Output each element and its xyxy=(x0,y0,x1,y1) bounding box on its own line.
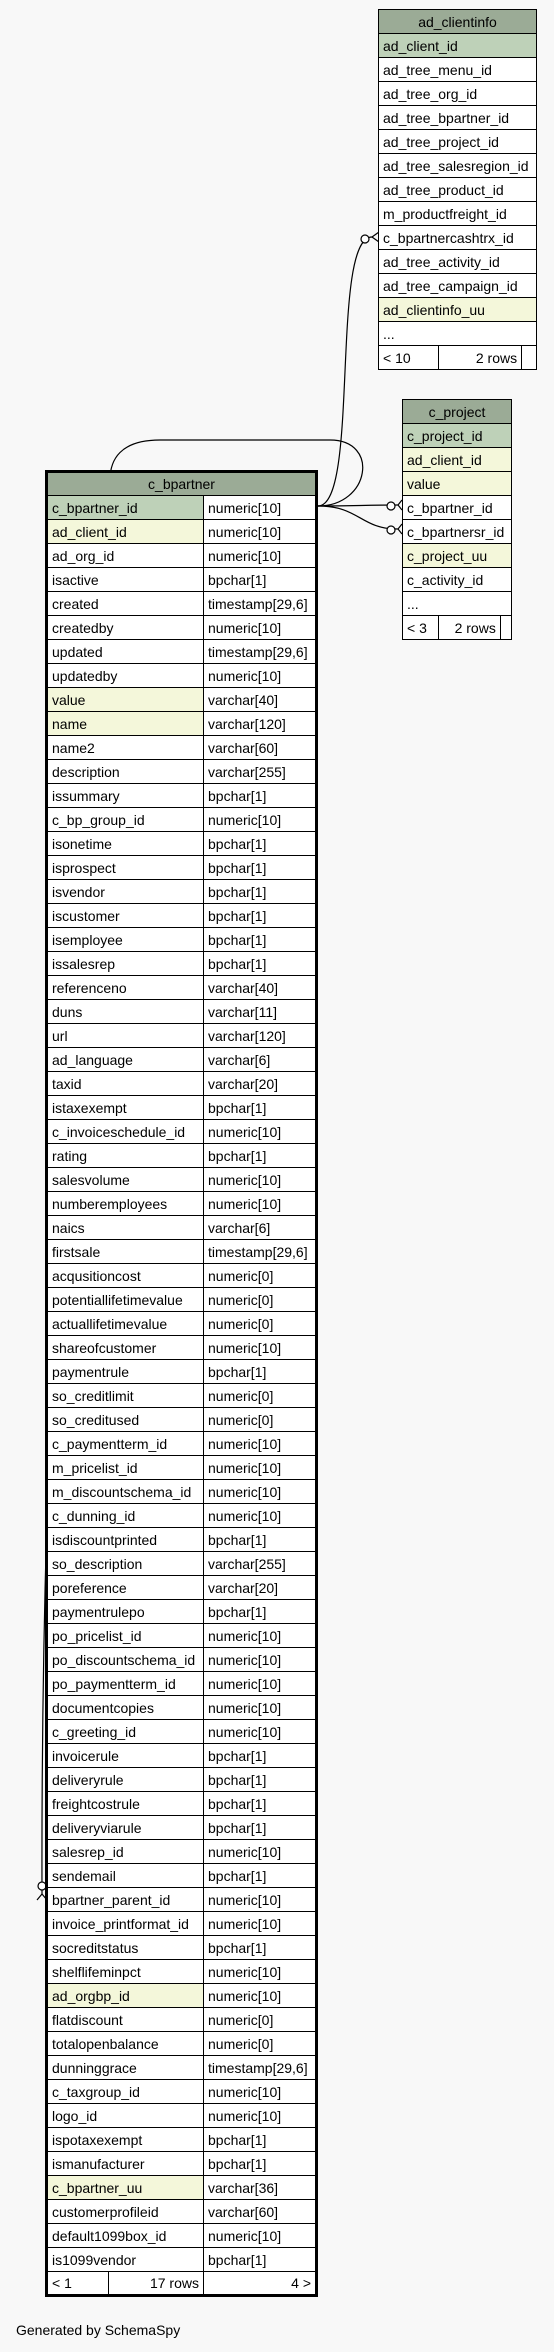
table-row[interactable] xyxy=(47,1624,317,1648)
column-type: bpchar[1] xyxy=(204,1096,317,1120)
table-row[interactable] xyxy=(47,1792,317,1816)
column-name[interactable]: c_bpartnersr_id xyxy=(403,520,512,544)
table-row[interactable] xyxy=(403,448,512,472)
table-row[interactable] xyxy=(47,952,317,976)
column-type: numeric[0] xyxy=(204,1408,317,1432)
column-type: bpchar[1] xyxy=(204,1768,317,1792)
children-link[interactable] xyxy=(522,346,537,370)
column-type: bpchar[1] xyxy=(204,1144,317,1168)
column-name[interactable]: ad_orgbp_id xyxy=(47,1984,204,2008)
table-c-project[interactable] xyxy=(402,399,512,640)
table-row[interactable] xyxy=(47,544,317,568)
column-name[interactable]: c_taxgroup_id xyxy=(47,2080,204,2104)
row-count: 2 rows xyxy=(438,616,500,640)
edge-end-circle xyxy=(387,502,395,510)
table-row[interactable] xyxy=(47,1936,317,1960)
column-type: bpchar[1] xyxy=(204,1864,317,1888)
column-name[interactable]: c_paymentterm_id xyxy=(47,1432,204,1456)
table-row[interactable] xyxy=(47,736,317,760)
table-ad-clientinfo[interactable] xyxy=(378,9,537,370)
column-type: bpchar[1] xyxy=(204,832,317,856)
table-row[interactable] xyxy=(47,1216,317,1240)
column-type: numeric[10] xyxy=(204,1960,317,1984)
column-type: varchar[20] xyxy=(204,1576,317,1600)
table-footer-row xyxy=(403,616,512,640)
column-type: timestamp[29,6] xyxy=(204,2056,317,2080)
column-type: bpchar[1] xyxy=(204,928,317,952)
column-name[interactable]: ad_tree_salesregion_id xyxy=(379,154,537,178)
table-row[interactable] xyxy=(47,1576,317,1600)
column-name[interactable]: so_creditused xyxy=(47,1408,204,1432)
footer-divider xyxy=(108,2272,109,2294)
table-row[interactable] xyxy=(379,130,537,154)
column-name[interactable]: description xyxy=(47,760,204,784)
column-type: numeric[0] xyxy=(204,1312,317,1336)
table-row[interactable] xyxy=(47,1120,317,1144)
column-name[interactable]: acqusitioncost xyxy=(47,1264,204,1288)
column-name[interactable]: value xyxy=(403,472,512,496)
column-name[interactable]: sendemail xyxy=(47,1864,204,1888)
column-name[interactable]: is1099vendor xyxy=(47,2248,204,2272)
table-row[interactable] xyxy=(47,664,317,688)
table-row[interactable] xyxy=(47,1768,317,1792)
edge-end-circle xyxy=(361,235,369,243)
table-row[interactable] xyxy=(47,712,317,736)
table-row[interactable] xyxy=(47,2056,317,2080)
column-type: varchar[120] xyxy=(204,1024,317,1048)
column-type: numeric[10] xyxy=(204,1120,317,1144)
column-type: numeric[0] xyxy=(204,2032,317,2056)
column-name[interactable]: m_productfreight_id xyxy=(379,202,537,226)
column-name[interactable]: istaxexempt xyxy=(47,1096,204,1120)
column-type: numeric[10] xyxy=(204,664,317,688)
column-name[interactable]: dunninggrace xyxy=(47,2056,204,2080)
column-type: bpchar[1] xyxy=(204,568,317,592)
table-header[interactable]: c_project xyxy=(403,400,512,424)
column-name[interactable]: m_pricelist_id xyxy=(47,1456,204,1480)
table-header[interactable]: ad_clientinfo xyxy=(379,10,537,34)
column-name[interactable]: ad_tree_org_id xyxy=(379,82,537,106)
footer-left xyxy=(47,2272,204,2296)
column-type: numeric[10] xyxy=(204,1840,317,1864)
column-type: numeric[10] xyxy=(204,1984,317,2008)
column-name[interactable]: createdby xyxy=(47,616,204,640)
table-row[interactable] xyxy=(47,880,317,904)
column-name[interactable]: value xyxy=(47,688,204,712)
column-name[interactable]: isprospect xyxy=(47,856,204,880)
table-row[interactable] xyxy=(47,1504,317,1528)
table-row[interactable] xyxy=(47,1168,317,1192)
table-row[interactable] xyxy=(47,1864,317,1888)
column-name[interactable]: invoice_printformat_id xyxy=(47,1912,204,1936)
column-type: bpchar[1] xyxy=(204,904,317,928)
table-row[interactable] xyxy=(47,2032,317,2056)
column-name[interactable]: deliveryviarule xyxy=(47,1816,204,1840)
parents-link[interactable]: < 1 xyxy=(52,2275,72,2291)
column-name[interactable]: ismanufacturer xyxy=(47,2152,204,2176)
table-row[interactable] xyxy=(47,2200,317,2224)
table-row[interactable] xyxy=(47,1240,317,1264)
column-name[interactable]: invoicerule xyxy=(47,1744,204,1768)
column-type: numeric[10] xyxy=(204,1888,317,1912)
table-row[interactable] xyxy=(47,976,317,1000)
column-name[interactable]: ad_tree_project_id xyxy=(379,130,537,154)
table-row[interactable] xyxy=(379,202,537,226)
generated-by-footer: Generated by SchemaSpy xyxy=(16,2322,181,2338)
column-name[interactable]: name2 xyxy=(47,736,204,760)
column-name[interactable]: shelflifeminpct xyxy=(47,1960,204,1984)
column-type: timestamp[29,6] xyxy=(204,1240,317,1264)
column-name[interactable]: documentcopies xyxy=(47,1696,204,1720)
column-name[interactable]: iscustomer xyxy=(47,904,204,928)
table-row[interactable] xyxy=(47,808,317,832)
table-row[interactable] xyxy=(47,568,317,592)
column-name[interactable]: c_bpartnercashtrx_id xyxy=(379,226,537,250)
column-name[interactable]: issummary xyxy=(47,784,204,808)
table-row[interactable] xyxy=(403,520,512,544)
column-name[interactable]: isonetime xyxy=(47,832,204,856)
column-type: varchar[6] xyxy=(204,1048,317,1072)
column-type: varchar[255] xyxy=(204,760,317,784)
column-type: numeric[10] xyxy=(204,1624,317,1648)
table-row[interactable] xyxy=(403,544,512,568)
column-type: varchar[60] xyxy=(204,2200,317,2224)
column-type: bpchar[1] xyxy=(204,1528,317,1552)
edge-project-bpartnersr xyxy=(318,506,398,529)
column-name[interactable]: m_discountschema_id xyxy=(47,1480,204,1504)
table-row[interactable] xyxy=(47,1528,317,1552)
column-type: bpchar[1] xyxy=(204,1360,317,1384)
column-type: bpchar[1] xyxy=(204,1816,317,1840)
column-type: varchar[6] xyxy=(204,1216,317,1240)
column-name[interactable]: c_bp_group_id xyxy=(47,808,204,832)
table-row[interactable] xyxy=(47,832,317,856)
table-row[interactable] xyxy=(47,1912,317,1936)
row-count: 2 rows xyxy=(439,346,522,370)
column-name[interactable]: c_project_uu xyxy=(403,544,512,568)
table-row[interactable] xyxy=(47,1000,317,1024)
column-type: numeric[10] xyxy=(204,1672,317,1696)
table-row[interactable] xyxy=(47,1960,317,1984)
column-name[interactable]: ad_tree_bpartner_id xyxy=(379,106,537,130)
column-name[interactable]: isvendor xyxy=(47,880,204,904)
children-link[interactable]: 4 > xyxy=(204,2272,317,2296)
column-type: numeric[0] xyxy=(204,1384,317,1408)
column-name[interactable]: c_bpartner_id xyxy=(403,496,512,520)
column-type: timestamp[29,6] xyxy=(204,640,317,664)
column-type: numeric[0] xyxy=(204,1288,317,1312)
table-row[interactable] xyxy=(47,1192,317,1216)
column-name[interactable]: poreference xyxy=(47,1576,204,1600)
table-row[interactable] xyxy=(379,82,537,106)
column-name[interactable]: ad_language xyxy=(47,1048,204,1072)
column-name[interactable]: naics xyxy=(47,1216,204,1240)
table-c-bpartner[interactable] xyxy=(45,470,318,2297)
table-row[interactable] xyxy=(47,640,317,664)
column-name[interactable]: ad_tree_campaign_id xyxy=(379,274,537,298)
column-name[interactable]: ad_client_id xyxy=(379,34,537,58)
column-type: numeric[10] xyxy=(204,1720,317,1744)
column-type: numeric[10] xyxy=(204,808,317,832)
column-type: numeric[10] xyxy=(204,2224,317,2248)
column-type: numeric[10] xyxy=(204,1456,317,1480)
column-type: numeric[10] xyxy=(204,1504,317,1528)
column-type: numeric[10] xyxy=(204,1192,317,1216)
column-name[interactable]: customerprofileid xyxy=(47,2200,204,2224)
column-name[interactable]: paymentrulepo xyxy=(47,1600,204,1624)
table-row[interactable] xyxy=(47,1384,317,1408)
column-type: numeric[10] xyxy=(204,1696,317,1720)
column-type: bpchar[1] xyxy=(204,1600,317,1624)
column-type: varchar[40] xyxy=(204,688,317,712)
column-type: bpchar[1] xyxy=(204,2152,317,2176)
column-type: numeric[10] xyxy=(204,2104,317,2128)
column-name[interactable]: flatdiscount xyxy=(47,2008,204,2032)
table-row[interactable] xyxy=(47,1696,317,1720)
table-row[interactable] xyxy=(47,1720,317,1744)
column-name[interactable]: issalesrep xyxy=(47,952,204,976)
column-name[interactable]: c_bpartner_uu xyxy=(47,2176,204,2200)
column-name[interactable]: ad_tree_menu_id xyxy=(379,58,537,82)
edge-end-circle xyxy=(387,526,395,534)
column-type: numeric[0] xyxy=(204,1264,317,1288)
column-name[interactable]: ... xyxy=(379,322,537,346)
table-row[interactable] xyxy=(47,1984,317,2008)
table-row[interactable] xyxy=(379,322,537,346)
table-row[interactable] xyxy=(47,1048,317,1072)
column-name[interactable]: duns xyxy=(47,1000,204,1024)
column-type: numeric[10] xyxy=(204,1480,317,1504)
column-type: varchar[11] xyxy=(204,1000,317,1024)
table-row[interactable] xyxy=(47,784,317,808)
column-name[interactable]: firstsale xyxy=(47,1240,204,1264)
table-row[interactable] xyxy=(47,496,317,520)
column-name[interactable]: potentiallifetimevalue xyxy=(47,1288,204,1312)
column-name[interactable]: updated xyxy=(47,640,204,664)
column-type: bpchar[1] xyxy=(204,1744,317,1768)
table-row[interactable] xyxy=(379,298,537,322)
column-name[interactable]: ad_clientinfo_uu xyxy=(379,298,537,322)
column-name[interactable]: rating xyxy=(47,1144,204,1168)
table-row[interactable] xyxy=(47,616,317,640)
column-name[interactable]: isemployee xyxy=(47,928,204,952)
table-row[interactable] xyxy=(47,1840,317,1864)
column-type: bpchar[1] xyxy=(204,2128,317,2152)
table-row[interactable] xyxy=(403,568,512,592)
parents-link[interactable]: < 3 xyxy=(403,616,439,640)
column-name[interactable]: salesrep_id xyxy=(47,1840,204,1864)
table-row[interactable] xyxy=(403,592,512,616)
column-name[interactable]: name xyxy=(47,712,204,736)
table-row[interactable] xyxy=(379,250,537,274)
column-type: numeric[10] xyxy=(204,616,317,640)
table-row[interactable] xyxy=(379,106,537,130)
column-name[interactable]: ad_tree_activity_id xyxy=(379,250,537,274)
column-name[interactable]: taxid xyxy=(47,1072,204,1096)
row-count: 17 rows xyxy=(149,2275,199,2291)
table-row[interactable] xyxy=(47,1600,317,1624)
table-row[interactable] xyxy=(47,1816,317,1840)
table-row[interactable] xyxy=(47,1408,317,1432)
column-name[interactable]: numberemployees xyxy=(47,1192,204,1216)
table-row[interactable] xyxy=(47,520,317,544)
column-name[interactable]: socreditstatus xyxy=(47,1936,204,1960)
column-type: bpchar[1] xyxy=(204,784,317,808)
table-row[interactable] xyxy=(47,928,317,952)
column-name[interactable]: salesvolume xyxy=(47,1168,204,1192)
column-type: bpchar[1] xyxy=(204,2248,317,2272)
table-header[interactable]: c_bpartner xyxy=(47,472,317,496)
table-row[interactable] xyxy=(379,34,537,58)
table-row[interactable] xyxy=(379,274,537,298)
column-type: bpchar[1] xyxy=(204,1936,317,1960)
column-name[interactable]: po_discountschema_id xyxy=(47,1648,204,1672)
column-name[interactable]: ad_org_id xyxy=(47,544,204,568)
table-row[interactable] xyxy=(47,1336,317,1360)
column-type: numeric[10] xyxy=(204,2080,317,2104)
table-row[interactable] xyxy=(47,2152,317,2176)
table-row[interactable] xyxy=(47,1432,317,1456)
column-type: numeric[10] xyxy=(204,520,317,544)
column-type: varchar[120] xyxy=(204,712,317,736)
table-row[interactable] xyxy=(47,1360,317,1384)
column-name[interactable]: isdiscountprinted xyxy=(47,1528,204,1552)
table-row[interactable] xyxy=(47,2008,317,2032)
column-name[interactable]: so_creditlimit xyxy=(47,1384,204,1408)
table-row[interactable] xyxy=(47,1096,317,1120)
column-type: numeric[10] xyxy=(204,1432,317,1456)
column-name[interactable]: c_greeting_id xyxy=(47,1720,204,1744)
column-type: varchar[40] xyxy=(204,976,317,1000)
table-row[interactable] xyxy=(47,1672,317,1696)
table-row[interactable] xyxy=(47,2128,317,2152)
column-name[interactable]: ... xyxy=(403,592,512,616)
table-row[interactable] xyxy=(47,1648,317,1672)
column-type: bpchar[1] xyxy=(204,856,317,880)
column-type: numeric[10] xyxy=(204,1648,317,1672)
table-row[interactable] xyxy=(47,1552,317,1576)
column-type: varchar[255] xyxy=(204,1552,317,1576)
column-name[interactable]: c_bpartner_id xyxy=(47,496,204,520)
table-row[interactable] xyxy=(403,472,512,496)
column-type: numeric[10] xyxy=(204,1168,317,1192)
column-type: bpchar[1] xyxy=(204,1792,317,1816)
column-type: bpchar[1] xyxy=(204,952,317,976)
table-row[interactable] xyxy=(47,1264,317,1288)
column-type: numeric[10] xyxy=(204,544,317,568)
table-row[interactable] xyxy=(47,688,317,712)
table-row[interactable] xyxy=(47,2104,317,2128)
column-name[interactable]: url xyxy=(47,1024,204,1048)
table-row[interactable] xyxy=(47,904,317,928)
column-type: numeric[10] xyxy=(204,1336,317,1360)
column-name[interactable]: logo_id xyxy=(47,2104,204,2128)
table-row[interactable] xyxy=(379,58,537,82)
table-row[interactable] xyxy=(47,856,317,880)
column-name[interactable]: actuallifetimevalue xyxy=(47,1312,204,1336)
column-type: numeric[10] xyxy=(204,1912,317,1936)
column-name[interactable]: shareofcustomer xyxy=(47,1336,204,1360)
table-row[interactable] xyxy=(379,178,537,202)
table-row[interactable] xyxy=(47,1480,317,1504)
edge-clientinfo-cashtrx xyxy=(318,237,372,506)
column-type: varchar[36] xyxy=(204,2176,317,2200)
column-name[interactable]: created xyxy=(47,592,204,616)
column-type: numeric[10] xyxy=(204,496,317,520)
table-row[interactable] xyxy=(47,2248,317,2272)
column-type: varchar[60] xyxy=(204,736,317,760)
column-name[interactable]: ad_client_id xyxy=(47,520,204,544)
table-row[interactable] xyxy=(47,1144,317,1168)
column-name[interactable]: so_description xyxy=(47,1552,204,1576)
column-name[interactable]: ispotaxexempt xyxy=(47,2128,204,2152)
table-row[interactable] xyxy=(403,496,512,520)
table-row[interactable] xyxy=(47,1744,317,1768)
table-row[interactable] xyxy=(47,2176,317,2200)
table-row[interactable] xyxy=(47,1456,317,1480)
column-name[interactable]: c_activity_id xyxy=(403,568,512,592)
table-row[interactable] xyxy=(47,2224,317,2248)
column-type: bpchar[1] xyxy=(204,880,317,904)
table-row[interactable] xyxy=(47,1312,317,1336)
table-row[interactable] xyxy=(403,424,512,448)
column-name[interactable]: paymentrule xyxy=(47,1360,204,1384)
parents-link[interactable]: < 10 xyxy=(379,346,439,370)
column-name[interactable]: c_project_id xyxy=(403,424,512,448)
table-row[interactable] xyxy=(47,592,317,616)
column-name[interactable]: c_dunning_id xyxy=(47,1504,204,1528)
table-row[interactable] xyxy=(379,226,537,250)
table-row[interactable] xyxy=(47,1024,317,1048)
column-name[interactable]: updatedby xyxy=(47,664,204,688)
table-row[interactable] xyxy=(47,2080,317,2104)
column-name[interactable]: freightcostrule xyxy=(47,1792,204,1816)
column-name[interactable]: deliveryrule xyxy=(47,1768,204,1792)
column-type: varchar[20] xyxy=(204,1072,317,1096)
table-row[interactable] xyxy=(47,1072,317,1096)
column-type: numeric[0] xyxy=(204,2008,317,2032)
table-row[interactable] xyxy=(379,154,537,178)
column-name[interactable]: po_pricelist_id xyxy=(47,1624,204,1648)
column-name[interactable]: isactive xyxy=(47,568,204,592)
column-name[interactable]: po_paymentterm_id xyxy=(47,1672,204,1696)
column-name[interactable]: ad_tree_product_id xyxy=(379,178,537,202)
column-name[interactable]: c_invoiceschedule_id xyxy=(47,1120,204,1144)
table-footer-row xyxy=(379,346,537,370)
children-link[interactable] xyxy=(500,616,511,640)
column-name[interactable]: default1099box_id xyxy=(47,2224,204,2248)
table-row[interactable] xyxy=(47,1888,317,1912)
table-row[interactable] xyxy=(47,1288,317,1312)
table-row[interactable] xyxy=(47,760,317,784)
column-name[interactable]: ad_client_id xyxy=(403,448,512,472)
column-type: timestamp[29,6] xyxy=(204,592,317,616)
table-footer-row xyxy=(47,2272,317,2296)
column-name[interactable]: bpartner_parent_id xyxy=(47,1888,204,1912)
column-name[interactable]: referenceno xyxy=(47,976,204,1000)
column-name[interactable]: totalopenbalance xyxy=(47,2032,204,2056)
